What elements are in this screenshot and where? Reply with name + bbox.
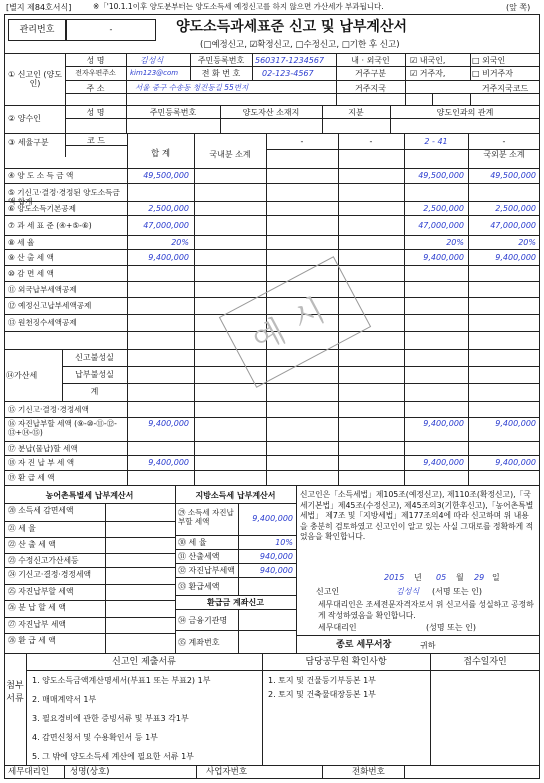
form-number: [별지 제84호서식]: [6, 3, 72, 12]
footer-phone-label: 전화번호: [352, 767, 385, 777]
name-label: 성 명: [86, 56, 105, 65]
declare-day-unit: 일: [492, 573, 500, 582]
penalty-total-label: 계: [90, 387, 99, 396]
rows-row-3-label: ⑦ 과 세 표 준 (④+⑤-⑥): [8, 220, 92, 230]
rows-row-5-domestic-4[interactable]: 9,400,000: [423, 252, 464, 262]
penalty-report-label: 신고불성실: [75, 353, 114, 362]
rows-row-3-foreign[interactable]: 47,000,000: [490, 220, 536, 230]
email-label: 전자우편주소: [75, 69, 116, 77]
reporter-phone[interactable]: 02-123-4567: [262, 69, 314, 78]
rows-row-4-foreign[interactable]: 20%: [518, 237, 536, 247]
res-resident-checkbox[interactable]: ☑ 거주자,: [410, 69, 446, 78]
local-row5-label: ㉝ 환급세액: [178, 582, 220, 591]
farm-row-6-label: ㉖ 분 납 할 세 액: [8, 603, 66, 612]
reporter-sign-hint: (서명 또는 인): [432, 587, 482, 596]
res-nonresident-checkbox[interactable]: □ 비거주자: [472, 69, 514, 78]
rows2-row-1-domestic-4[interactable]: 9,400,000: [423, 419, 464, 428]
rows-row-4-label: ⑧ 세 율: [8, 237, 35, 247]
rows-row-5-total[interactable]: 9,400,000: [148, 252, 189, 262]
attach-item-2: 2. 매매계약서 1부: [32, 695, 97, 704]
farm-row-2-label: ㉒ 산 출 세 액: [8, 540, 56, 549]
rrn-label: 주민등록번호: [197, 56, 245, 65]
attach-item-3: 3. 필요경비에 관한 증빙서류 및 부표3 각1부: [32, 714, 189, 723]
nat-domestic-checkbox[interactable]: ☑ 내국인,: [410, 56, 446, 65]
rows2-row-1-total[interactable]: 9,400,000: [148, 419, 189, 428]
rows-row-4-domestic-4[interactable]: 20%: [446, 237, 464, 247]
attach-item-5: 5. 그 밖에 양도소득세 계산에 필요한 서류 1부: [32, 752, 194, 761]
nationality-label: 내 · 외국인: [351, 56, 390, 65]
declare-year-unit: 년: [414, 573, 422, 582]
local-row3-value[interactable]: 940,000: [259, 552, 293, 561]
rows2-row-1-label: ⑯ 자진납부할 세액 (⑨-⑩-⑪-⑫-⑬+⑭-⑮): [8, 419, 117, 437]
rows2-row-1-foreign[interactable]: 9,400,000: [495, 419, 536, 428]
rows-row-7-label: ⑪ 외국납부세액공제: [8, 284, 77, 294]
rows-row-2-total[interactable]: 2,500,000: [148, 203, 189, 213]
rows-row-5-label: ⑨ 산 출 세 액: [8, 252, 54, 262]
code-label: 코 드: [87, 136, 105, 145]
local-row2-label: ㉚ 세 율: [178, 538, 207, 547]
notice-text: ※「'10.1.1이후 양도분부터는 양도소득세 예정신고를 하지 않으면 가산세가 부과됩니다.: [93, 2, 384, 11]
col-foreign-header: 국외분 소계: [483, 150, 525, 159]
local-row1-value[interactable]: 9,400,000: [252, 514, 293, 523]
local-row3-label: ㉛ 산출세액: [178, 552, 220, 561]
page-side: (앞 쪽): [506, 3, 531, 12]
asset-location-label: 양도자산 소재지: [242, 108, 300, 117]
footer-name-label: 성명(상호): [70, 767, 110, 777]
form-title: 양도소득과세표준 신고 및 납부계산서: [176, 19, 408, 35]
attach-item-1: 1. 양도소득금액계산명세서(부표1 또는 부표2) 1부: [32, 676, 211, 685]
farm-row-3-label: ㉓ 수정신고가산세등: [8, 556, 79, 565]
declare-month[interactable]: 05: [436, 573, 447, 582]
share-label: 지분: [348, 108, 364, 117]
reporter-sign-name[interactable]: 김성식: [396, 587, 420, 596]
nat-foreign-checkbox[interactable]: □ 외국인: [472, 56, 506, 65]
tax-office-name: 종로 세무서장: [336, 640, 392, 650]
rows-row-2-label: ⑥ 양도소득기본공제: [8, 203, 76, 213]
rows2-row-3-foreign[interactable]: 9,400,000: [495, 458, 536, 467]
rows-row-3-total[interactable]: 47,000,000: [143, 220, 189, 230]
local-row4-label: ㉜ 자진납부세액: [178, 566, 235, 575]
penalty-payment-label: 납부불성실: [75, 370, 114, 379]
agent-sign-hint: (성명 또는 인): [426, 623, 476, 632]
rows-row-0-foreign[interactable]: 49,500,000: [490, 171, 536, 180]
farm-row-5-label: ㉕ 자진납부할 세액: [8, 587, 74, 596]
rows2-row-0-label: ⑮ 기신고·결정·경정세액: [8, 404, 89, 414]
declaration-text: 신고인은「소득세법」제105조(예정신고), 제110조(확정신고),「국세기본법」제45조(수정신고), 제45조의3(기한후신고),「농어촌특별세법」 제7조 및「지방세법」제177조의4에 따라 신고하며 위 내용을 충분히 검토하였고 신고인이 알고 있는 사실 그대로를 정확하게 적었음을 확인합니다.: [300, 490, 534, 541]
verify-item-1: 1. 토지 및 건물등기부등본 1부: [268, 676, 376, 685]
rows-row-2-foreign[interactable]: 2,500,000: [495, 203, 536, 213]
country-code-label: 거주지국코드: [481, 84, 529, 93]
local-row1-label: ㉙ 소득세 자진납부할 세액: [178, 508, 234, 526]
reporter-address[interactable]: 서울 중구 수송동 청진동길 55번지: [135, 83, 249, 92]
attachments-section-label: 첨부서류: [6, 681, 24, 704]
code-dash-3: -: [502, 137, 506, 146]
rows-row-9-label: ⑬ 원천징수세액공제: [8, 318, 77, 327]
rows-row-0-domestic-4[interactable]: 49,500,000: [418, 171, 464, 180]
attach-item-4: 4. 감면신청서 및 수용확인서 등 1부: [32, 733, 158, 742]
agent-declaration-text: 세무대리인은 조세전문자격자로서 위 신고서를 성실하고 공정하게 작성하였음을 확인합니다.: [318, 600, 534, 620]
reporter-sign-label: 신고인: [316, 587, 340, 596]
relation-label: 양도인과의 관계: [436, 108, 494, 117]
rows-row-0-label: ④ 양 도 소 득 금 액: [8, 171, 74, 180]
rows-row-0-total[interactable]: 49,500,000: [143, 171, 189, 180]
code-dash-2: -: [369, 137, 373, 146]
farm-tax-title: 농어촌특별세 납부계산서: [45, 491, 134, 500]
reporter-section-label: ① 신고인 (양도인): [7, 70, 63, 89]
rows2-row-2-label: ⑰ 분납(물납)할 세액: [8, 443, 78, 453]
address-label: 주 소: [86, 84, 105, 93]
rows-row-3-domestic-4[interactable]: 47,000,000: [418, 220, 464, 230]
account-number-label: ㉟ 계좌번호: [178, 638, 220, 647]
farm-row-7-label: ㉗ 자진납부 세액: [8, 620, 66, 629]
residence-label: 거주구분: [355, 69, 386, 78]
refund-account-title: 환급금 계좌신고: [207, 598, 264, 607]
rows2-row-3-domestic-4[interactable]: 9,400,000: [423, 458, 464, 467]
penalty-section-label: ⑭가산세: [6, 371, 38, 380]
phone-label: 전 화 번 호: [201, 69, 241, 78]
local-row2-value[interactable]: 10%: [275, 538, 293, 547]
rows-row-4-total[interactable]: 20%: [171, 237, 189, 247]
rows2-row-3-total[interactable]: 9,400,000: [148, 458, 189, 467]
footer-bizno-label: 사업자번호: [206, 767, 248, 777]
rows2-row-4-label: ⑲ 환 급 세 액: [8, 473, 55, 482]
report-type-row[interactable]: (□예정신고, ☑확정신고, □수정신고, □기한 후 신고): [200, 40, 400, 50]
agent-sign-label: 세무대리인: [318, 623, 357, 632]
rows-row-8-label: ⑫ 예정신고납부세액공제: [8, 301, 92, 310]
verify-item-2: 2. 토지 및 건축물대장등본 1부: [268, 690, 376, 699]
attach-col-stamp: 접수일자인: [463, 657, 507, 667]
rows-row-2-domestic-4[interactable]: 2,500,000: [423, 203, 464, 213]
farm-row-4-label: ㉔ 기신고·결정·경정세액: [8, 570, 92, 579]
declare-day[interactable]: 29: [474, 573, 485, 582]
code-value[interactable]: 2 - 41: [424, 137, 448, 146]
rows2-row-3-label: ⑱ 자 진 납 부 세 액: [8, 458, 75, 467]
footer-agent-label: 세무대리인: [8, 767, 50, 777]
farm-row-1-label: ㉑ 세 율: [8, 524, 36, 533]
transferee-rrn-label: 주민등록번호: [149, 108, 197, 117]
code-dash-1: -: [300, 137, 304, 146]
reporter-rrn[interactable]: 560317-1234567: [255, 56, 325, 65]
transferee-section-label: ② 양수인: [8, 114, 41, 123]
sample-watermark-stamp: 예시: [219, 256, 371, 388]
local-tax-title: 지방소득세 납부계산서: [195, 491, 276, 500]
mgmt-value: -: [109, 25, 113, 34]
tax-office-suffix: 귀하: [420, 641, 436, 650]
attach-col-verify: 담당공무원 확인사항: [305, 657, 387, 667]
farm-row-0-label: ⑳ 소득세 감면세액: [8, 506, 74, 515]
transferee-name-label: 성 명: [86, 108, 105, 117]
bank-name-label: ㉞ 금융기관명: [178, 616, 228, 625]
farm-row-8-label: ㉘ 환 급 세 액: [8, 636, 56, 645]
reporter-name[interactable]: 김성식: [140, 56, 164, 65]
declare-month-unit: 월: [456, 573, 464, 582]
attach-col-submit: 신고인 제출서류: [112, 657, 176, 667]
country-label: 거주지국: [355, 84, 386, 93]
declare-year[interactable]: 2015: [384, 573, 405, 582]
rows-row-5-foreign[interactable]: 9,400,000: [495, 252, 536, 262]
rows-row-1-label: ⑤ 기신고·결정·경정된 양도소득금액 합계: [8, 187, 120, 206]
reporter-email[interactable]: kim123@com: [130, 69, 179, 77]
mgmt-label: 관리번호: [19, 25, 55, 35]
local-row4-value[interactable]: 940,000: [259, 566, 293, 575]
rows-row-6-label: ⑩ 감 면 세 액: [8, 268, 54, 278]
col-domestic-header: 국내분 소계: [209, 150, 251, 159]
tax-rate-section-label: ③ 세율구분: [8, 138, 49, 147]
col-total-header: 합 계: [150, 149, 171, 159]
